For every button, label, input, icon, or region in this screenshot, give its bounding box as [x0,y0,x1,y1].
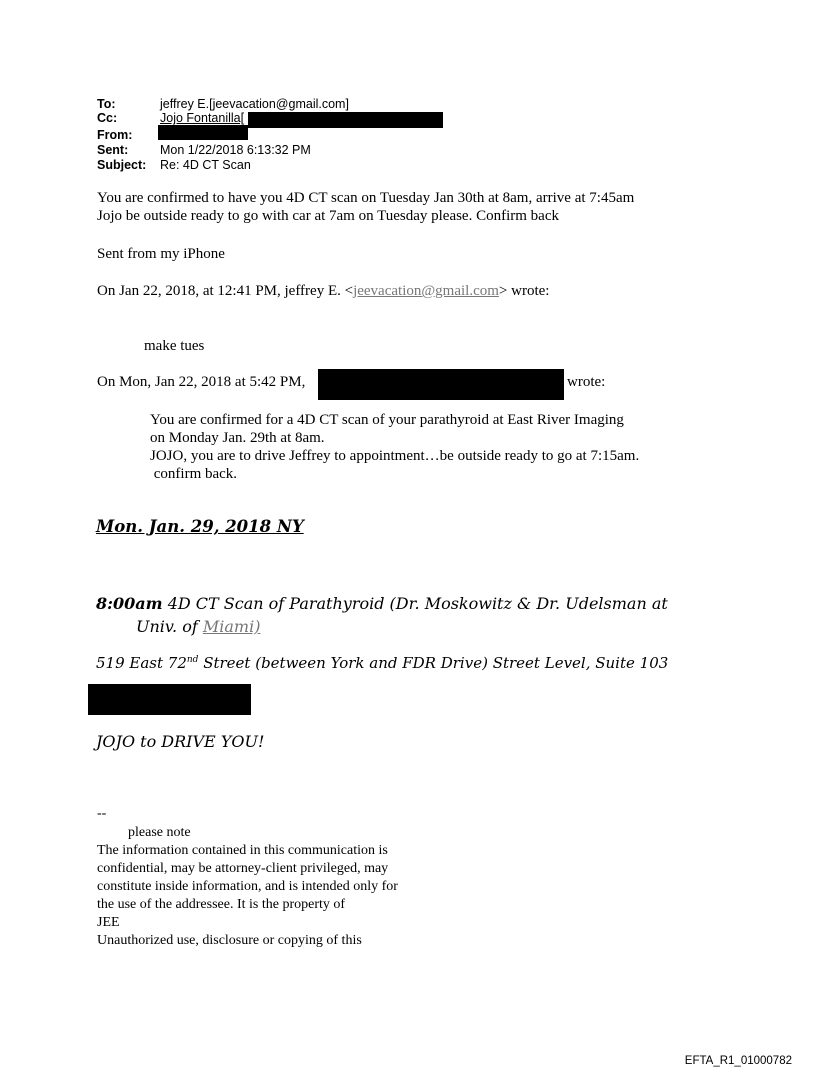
address-prefix: 519 East 72 [96,654,187,672]
schedule-event-line-2-prefix: Univ. of [136,617,203,636]
schedule-address [96,654,668,672]
miami-link[interactable]: Miami) [202,617,261,636]
sent-label: Sent: [97,143,129,157]
schedule-event-line-2 [136,617,260,636]
cc-value: Jojo Fontanilla[ [160,111,245,125]
message-line-1: You are confirmed to have you 4D CT scan on Tuesday Jan 30th at 8am, arrive at 7:45am [97,190,635,206]
schedule-date-heading: Mon. Jan. 29, 2018 NY [96,517,304,536]
subject-label: Subject: [97,158,147,172]
quote1-text: make tues [144,338,205,354]
footer-line-1: The information contained in this communication is [97,843,388,858]
quote1-intro-prefix: On Jan 22, 2018, at 12:41 PM, jeffrey E. < [97,283,354,299]
sent-value: Mon 1/22/2018 6:13:32 PM [160,143,311,157]
email-link[interactable]: jeevacation@gmail.com [353,283,499,299]
from-label: From: [97,128,133,142]
message-line-2: Jojo be outside ready to go with car at 7am on Tuesday please. Confirm back [97,208,559,224]
quote2-intro-prefix: On Mon, Jan 22, 2018 at 5:42 PM, [97,374,306,390]
quote2-line-3: JOJO, you are to drive Jeffrey to appointment…be outside ready to go at 7:15am. [150,448,640,464]
footer-line-3: constitute inside information, and is intended only for [97,879,398,894]
footer-line-5: JEE [97,915,120,930]
quote2-line-1: You are confirmed for a 4D CT scan of your parathyroid at East River Imaging [150,412,624,428]
footer-dashes: -- [97,806,107,821]
schedule-event-line-1: 4D CT Scan of Parathyroid (Dr. Moskowitz & Dr. Udelsman at [162,594,668,613]
quote1-intro [97,282,549,300]
quote1-intro-suffix: > wrote: [498,283,550,299]
redaction-block [88,684,251,715]
address-sup: nd [186,655,199,665]
subject-value: Re: 4D CT Scan [160,158,251,172]
cc-label: Cc: [97,111,118,125]
document-id: EFTA_R1_01000782 [684,1055,792,1067]
footer-line-6: Unauthorized use, disclosure or copying of this [97,933,362,948]
to-value: jeffrey E.[jeevacation@gmail.com] [160,97,349,111]
address-suffix: Street (between York and FDR Drive) Street Level, Suite 103 [198,654,669,672]
quote2-line-2: on Monday Jan. 29th at 8am. [150,430,325,446]
redaction-sender [318,369,564,400]
driver-note: JOJO to DRIVE YOU! [96,732,265,751]
schedule-time: 8:00am [96,594,163,613]
quote2-line-4: confirm back. [150,466,238,482]
message-signature: Sent from my iPhone [97,246,225,262]
footer-line-2: confidential, may be attorney-client privileged, may [97,861,389,876]
redaction-cc [248,112,443,128]
footer-line-4: the use of the addressee. It is the property of [97,897,346,912]
footer-note: please note [128,825,191,840]
redaction-from [158,125,248,140]
schedule-event [96,594,668,613]
quote2-intro-suffix: wrote: [567,374,606,390]
to-label: To: [97,97,116,111]
